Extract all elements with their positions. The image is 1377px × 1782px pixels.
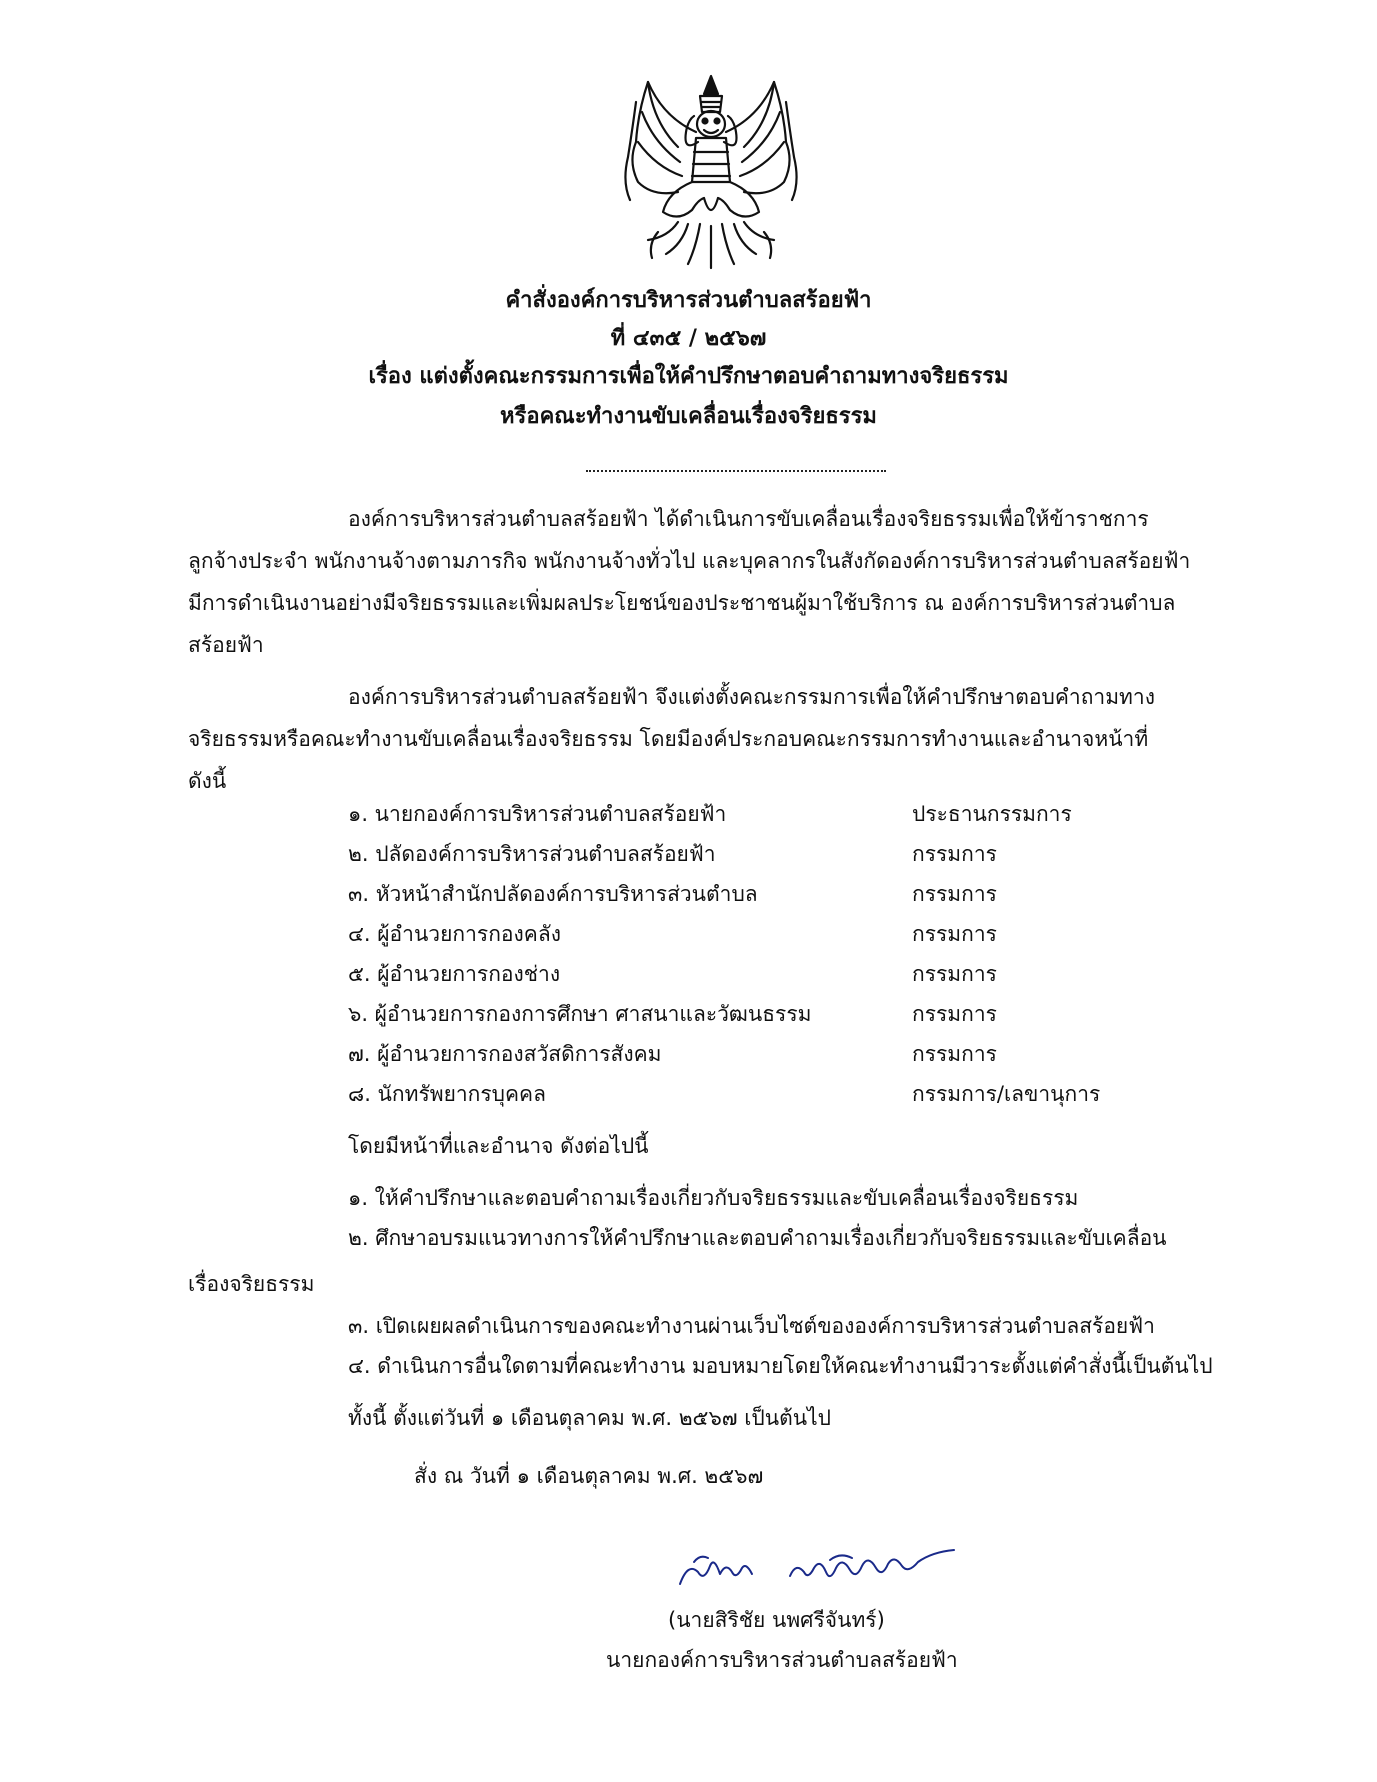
committee-role: กรรมการ bbox=[912, 882, 997, 906]
para1-line3: มีการดำเนินงานอย่างมีจริยธรรมและเพิ่มผลประโยชน์ของประชาชนผู้มาใช้บริการ ณ องค์การบริหารส่วนตำบล bbox=[188, 591, 1176, 615]
para2-line1: องค์การบริหารส่วนตำบลสร้อยฟ้า จึงแต่งตั้งคณะกรรมการเพื่อให้คำปรึกษาตอบคำถามทาง bbox=[348, 685, 1155, 709]
duty-item-3: ๓. เปิดเผยผลดำเนินการของคณะทำงานผ่านเว็บไซต์ขององค์การบริหารส่วนตำบลสร้อยฟ้า bbox=[348, 1314, 1155, 1338]
signer-position: นายกองค์การบริหารส่วนตำบลสร้อยฟ้า bbox=[606, 1648, 958, 1672]
separator-dots bbox=[586, 470, 886, 472]
committee-role: กรรมการ/เลขานุการ bbox=[912, 1082, 1101, 1106]
duty-item-1: ๑. ให้คำปรึกษาและตอบคำถามเรื่องเกี่ยวกับจริยธรรมและขับเคลื่อนเรื่องจริยธรรม bbox=[348, 1186, 1079, 1210]
document-title: คำสั่งองค์การบริหารส่วนตำบลสร้อยฟ้า bbox=[505, 288, 872, 313]
committee-row bbox=[348, 878, 1228, 918]
committee-row bbox=[348, 838, 1228, 878]
handwritten-signature bbox=[670, 1532, 990, 1602]
para2-line2: จริยธรรมหรือคณะทำงานขับเคลื่อนเรื่องจริยธรรม โดยมีองค์ประกอบคณะกรรมการทำงานและอำนาจหน้าที่ bbox=[188, 727, 1149, 751]
committee-member: ๔. ผู้อำนวยการกองคลัง bbox=[348, 922, 561, 946]
para1-line2: ลูกจ้างประจำ พนักงานจ้างตามภารกิจ พนักงานจ้างทั่วไป และบุคลากรในสังกัดองค์การบริหารส่วนตำบลสร้อยฟ้า bbox=[188, 549, 1191, 573]
committee-role: กรรมการ bbox=[912, 962, 997, 986]
committee-row bbox=[348, 918, 1228, 958]
subject-line-2: หรือคณะทำงานขับเคลื่อนเรื่องจริยธรรม bbox=[500, 404, 877, 429]
committee-row bbox=[348, 798, 1228, 838]
order-number: ที่ ๔๓๕ / ๒๕๖๗ bbox=[610, 326, 767, 351]
signer-name: (นายสิริชัย นพศรีจันทร์) bbox=[668, 1608, 885, 1632]
ordered-date: สั่ง ณ วันที่ ๑ เดือนตุลาคม พ.ศ. ๒๕๖๗ bbox=[414, 1464, 764, 1488]
committee-member: ๕. ผู้อำนวยการกองช่าง bbox=[348, 962, 561, 986]
committee-row bbox=[348, 998, 1228, 1038]
subject-line-1: เรื่อง แต่งตั้งคณะกรรมการเพื่อให้คำปรึกษาตอบคำถามทางจริยธรรม bbox=[368, 364, 1009, 389]
committee-row bbox=[348, 1038, 1228, 1078]
committee-row bbox=[348, 1078, 1228, 1118]
committee-member: ๗. ผู้อำนวยการกองสวัสดิการสังคม bbox=[348, 1042, 662, 1066]
duty-item-2: ๒. ศึกษาอบรมแนวทางการให้คำปรึกษาและตอบคำถามเรื่องเกี่ยวกับจริยธรรมและขับเคลื่อน bbox=[348, 1226, 1167, 1250]
para2-line3: ดังนี้ bbox=[188, 769, 227, 793]
committee-member: ๓. หัวหน้าสำนักปลัดองค์การบริหารส่วนตำบล bbox=[348, 882, 758, 906]
duty-item-2-cont: เรื่องจริยธรรม bbox=[188, 1272, 315, 1296]
effective-date: ทั้งนี้ ตั้งแต่วันที่ ๑ เดือนตุลาคม พ.ศ. ๒๕๖๗ เป็นต้นไป bbox=[348, 1406, 831, 1430]
duties-heading: โดยมีหน้าที่และอำนาจ ดังต่อไปนี้ bbox=[348, 1134, 649, 1158]
committee-member: ๒. ปลัดองค์การบริหารส่วนตำบลสร้อยฟ้า bbox=[348, 842, 716, 866]
committee-member: ๑. นายกองค์การบริหารส่วนตำบลสร้อยฟ้า bbox=[348, 802, 727, 826]
committee-role: กรรมการ bbox=[912, 1002, 997, 1026]
garuda-emblem-icon bbox=[608, 72, 814, 272]
para1-line4: สร้อยฟ้า bbox=[188, 633, 264, 657]
committee-role: กรรมการ bbox=[912, 842, 997, 866]
committee-row bbox=[348, 958, 1228, 998]
duty-item-4: ๔. ดำเนินการอื่นใดตามที่คณะทำงาน มอบหมายโดยให้คณะทำงานมีวาระตั้งแต่คำสั่งนี้เป็นต้นไป bbox=[348, 1354, 1213, 1378]
committee-member: ๘. นักทรัพยากรบุคคล bbox=[348, 1082, 546, 1106]
committee-role: กรรมการ bbox=[912, 922, 997, 946]
committee-role: ประธานกรรมการ bbox=[912, 802, 1072, 826]
para1-line1: องค์การบริหารส่วนตำบลสร้อยฟ้า ได้ดำเนินการขับเคลื่อนเรื่องจริยธรรมเพื่อให้ข้าราชการ bbox=[348, 507, 1149, 531]
committee-member: ๖. ผู้อำนวยการกองการศึกษา ศาสนาและวัฒนธรรม bbox=[348, 1002, 812, 1026]
committee-role: กรรมการ bbox=[912, 1042, 997, 1066]
